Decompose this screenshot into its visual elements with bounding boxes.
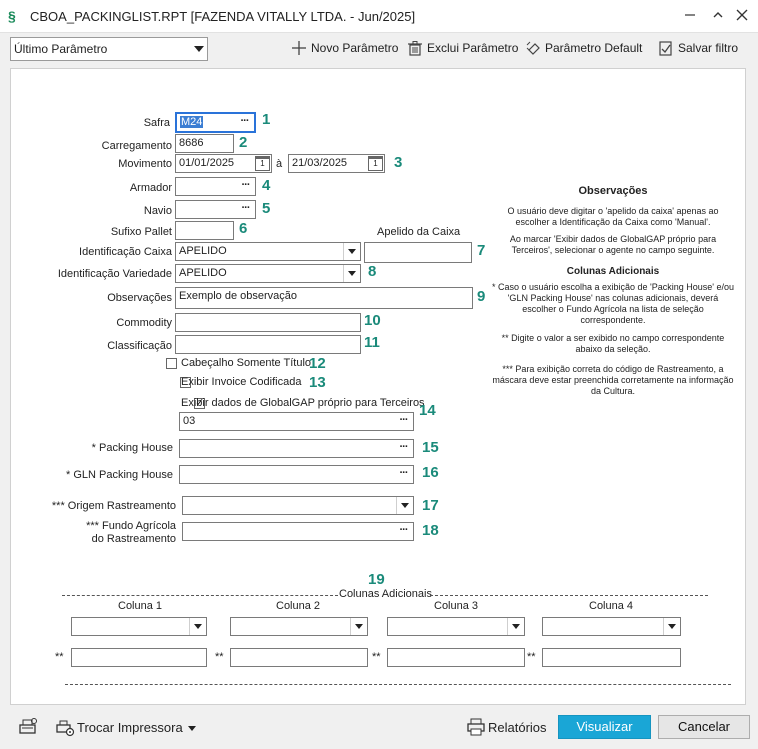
reports-button[interactable]: Relatórios bbox=[488, 720, 547, 735]
observations-title: Observações bbox=[578, 185, 648, 197]
printer-swap-icon bbox=[55, 717, 75, 737]
gln-packing-input[interactable] bbox=[179, 465, 414, 484]
marker-18: 18 bbox=[422, 522, 439, 539]
apelido-caixa-input[interactable] bbox=[364, 242, 472, 263]
fundo-input[interactable] bbox=[182, 522, 414, 541]
column-2-label: Coluna 2 bbox=[276, 600, 321, 612]
column-4-text[interactable] bbox=[542, 648, 681, 667]
ellipsis-icon[interactable]: ··· bbox=[399, 467, 408, 479]
navio-label: Navio bbox=[143, 205, 172, 217]
minimize-icon[interactable] bbox=[680, 6, 700, 26]
marker-19: 19 bbox=[368, 571, 385, 588]
sufixo-pallet-input[interactable] bbox=[175, 221, 234, 240]
column-2-prefix: ** bbox=[215, 651, 224, 663]
separator-bottom bbox=[65, 684, 731, 685]
observations-p2: Ao marcar 'Exibir dados de GlobalGAP próprio para Terceiros', selecionar o agente no campo seguinte. bbox=[509, 234, 717, 255]
movimento-to-input[interactable]: 21/03/2025 1 bbox=[288, 154, 385, 173]
movimento-from-input[interactable]: 01/01/2025 1 bbox=[175, 154, 272, 173]
marker-7: 7 bbox=[477, 242, 486, 259]
fundo-label-2: do Rastreamento bbox=[91, 533, 176, 545]
chevron-down-icon[interactable] bbox=[343, 265, 360, 282]
packing-house-input[interactable] bbox=[179, 439, 414, 458]
invoice-cod-label: Exibir Invoice Codificada bbox=[181, 376, 302, 388]
observations-p5: *** Para exibição correta do código de Rastreamento, a máscara deve estar preenchida corretamente na informação da Cultura. bbox=[492, 364, 734, 396]
observations-p1: O usuário deve digitar o 'apelido da caixa' apenas ao escolher a Identificação da Caixa como 'Manual'. bbox=[507, 206, 719, 227]
chevron-down-icon[interactable] bbox=[189, 618, 206, 635]
ellipsis-icon[interactable]: ··· bbox=[241, 179, 250, 191]
column-4-prefix: ** bbox=[527, 651, 536, 663]
origem-select[interactable] bbox=[182, 496, 414, 515]
marker-4: 4 bbox=[262, 177, 271, 194]
column-3-label: Coluna 3 bbox=[434, 600, 479, 612]
ident-caixa-select[interactable]: APELIDO bbox=[175, 242, 361, 261]
window-title: CBOA_PACKINGLIST.RPT [FAZENDA VITALLY LTDA. - Jun/2025] bbox=[30, 9, 416, 24]
save-filter-button[interactable]: Salvar filtro bbox=[658, 40, 738, 56]
armador-label: Armador bbox=[129, 182, 172, 194]
marker-17: 17 bbox=[422, 497, 439, 514]
separator-left bbox=[62, 595, 338, 596]
observations-subtitle: Colunas Adicionais bbox=[566, 266, 660, 277]
title-bar bbox=[0, 0, 758, 33]
apelido-caixa-label: Apelido da Caixa bbox=[377, 226, 461, 238]
chevron-down-icon[interactable] bbox=[350, 618, 367, 635]
maximize-icon[interactable] bbox=[708, 6, 728, 26]
globalgap-agent-input[interactable]: 03 ··· bbox=[179, 412, 414, 431]
ellipsis-icon[interactable]: ··· bbox=[399, 524, 408, 536]
column-4-label: Coluna 4 bbox=[589, 600, 634, 612]
globalgap-label: Exibir dados de GlobalGAP próprio para Terceiros bbox=[181, 397, 425, 409]
column-1-label: Coluna 1 bbox=[118, 600, 163, 612]
marker-1: 1 bbox=[262, 111, 271, 128]
new-parameter-button[interactable]: Novo Parâmetro bbox=[291, 40, 398, 56]
ident-variedade-select[interactable]: APELIDO bbox=[175, 264, 361, 283]
fundo-label-1: *** Fundo Agrícola bbox=[86, 520, 176, 532]
column-4-select[interactable] bbox=[542, 617, 681, 636]
ellipsis-icon[interactable]: ··· bbox=[399, 414, 408, 426]
column-2-text[interactable] bbox=[230, 648, 368, 667]
marker-9: 9 bbox=[477, 288, 486, 305]
marker-8: 8 bbox=[368, 263, 377, 280]
marker-15: 15 bbox=[422, 439, 439, 456]
packing-house-label: * Packing House bbox=[91, 442, 173, 454]
carregamento-label: Carregamento bbox=[101, 140, 172, 152]
chevron-down-icon[interactable] bbox=[396, 497, 413, 514]
movimento-label: Movimento bbox=[118, 158, 172, 170]
calendar-icon[interactable]: 1 bbox=[368, 156, 383, 171]
chevron-down-icon[interactable] bbox=[663, 618, 680, 635]
chevron-down-icon[interactable] bbox=[343, 243, 360, 260]
ellipsis-icon[interactable]: ··· bbox=[241, 202, 250, 214]
calendar-icon[interactable]: 1 bbox=[255, 156, 270, 171]
observations-p4: ** Digite o valor a ser exibido no campo correspondente abaixo da seleção. bbox=[501, 333, 725, 354]
navio-input[interactable] bbox=[175, 200, 256, 219]
marker-3: 3 bbox=[394, 154, 403, 171]
column-2-select[interactable] bbox=[230, 617, 368, 636]
chevron-down-icon[interactable] bbox=[507, 618, 524, 635]
printer-settings-icon[interactable] bbox=[17, 717, 39, 737]
parameter-select[interactable] bbox=[10, 37, 208, 61]
column-1-text[interactable] bbox=[71, 648, 207, 667]
chevron-down-icon[interactable] bbox=[188, 726, 196, 731]
observacoes-input[interactable]: Exemplo de observação bbox=[175, 287, 473, 309]
checklist-icon bbox=[658, 40, 674, 56]
marker-12: 12 bbox=[309, 355, 326, 372]
marker-6: 6 bbox=[239, 220, 248, 237]
commodity-label: Commodity bbox=[116, 317, 172, 329]
separator-right bbox=[430, 595, 708, 596]
printer-icon bbox=[467, 718, 485, 736]
column-3-select[interactable] bbox=[387, 617, 525, 636]
observacoes-label: Observações bbox=[107, 292, 172, 304]
ellipsis-icon[interactable]: ··· bbox=[399, 441, 408, 453]
column-3-text[interactable] bbox=[387, 648, 525, 667]
cancel-button[interactable]: Cancelar bbox=[658, 715, 750, 739]
marker-2: 2 bbox=[239, 134, 248, 151]
observations-p3: * Caso o usuário escolha a exibição de 'Packing House' e/ou 'GLN Packing House' nas colunas adicionais, deverá escolher o Fundo Agrícola na lista de seleção correspondente. bbox=[491, 282, 735, 325]
column-1-select[interactable] bbox=[71, 617, 207, 636]
sufixo-pallet-label: Sufixo Pallet bbox=[110, 226, 172, 238]
column-3-prefix: ** bbox=[372, 651, 381, 663]
ident-caixa-label: Identificação Caixa bbox=[79, 246, 172, 258]
cab-titulo-label: Cabeçalho Somente Título bbox=[181, 357, 312, 369]
commodity-input[interactable] bbox=[175, 313, 361, 332]
marker-14: 14 bbox=[419, 402, 436, 419]
safra-input[interactable]: M24 ··· bbox=[175, 112, 256, 133]
origem-label: *** Origem Rastreamento bbox=[51, 500, 176, 512]
safra-label: Safra bbox=[143, 117, 170, 129]
columns-title: Colunas Adicionais bbox=[339, 588, 432, 600]
eraser-icon bbox=[525, 40, 541, 56]
chevron-down-icon bbox=[194, 46, 204, 52]
change-printer-button[interactable]: Trocar Impressora bbox=[77, 720, 183, 735]
plus-icon bbox=[291, 40, 307, 56]
marker-13: 13 bbox=[309, 374, 326, 391]
date-separator: à bbox=[276, 158, 283, 170]
close-icon[interactable] bbox=[732, 6, 752, 26]
marker-5: 5 bbox=[262, 200, 271, 217]
classificacao-label: Classificação bbox=[107, 340, 172, 352]
view-button[interactable]: Visualizar bbox=[558, 715, 651, 739]
trash-icon bbox=[407, 40, 423, 56]
marker-16: 16 bbox=[422, 464, 439, 481]
ellipsis-icon[interactable]: ··· bbox=[240, 115, 249, 127]
app-icon: § bbox=[8, 8, 16, 24]
armador-input[interactable] bbox=[175, 177, 256, 196]
delete-parameter-button[interactable]: Exclui Parâmetro bbox=[407, 40, 518, 56]
column-1-prefix: ** bbox=[55, 651, 64, 663]
default-parameter-button[interactable]: Parâmetro Default bbox=[525, 40, 642, 56]
gln-packing-label: * GLN Packing House bbox=[66, 469, 173, 481]
cab-titulo-checkbox[interactable] bbox=[166, 358, 177, 369]
marker-11: 11 bbox=[364, 334, 380, 351]
parameter-select-value: Último Parâmetro bbox=[14, 42, 108, 56]
classificacao-input[interactable] bbox=[175, 335, 361, 354]
ident-variedade-label: Identificação Variedade bbox=[57, 268, 172, 280]
marker-10: 10 bbox=[364, 312, 381, 329]
carregamento-input[interactable]: 8686 bbox=[175, 134, 234, 153]
